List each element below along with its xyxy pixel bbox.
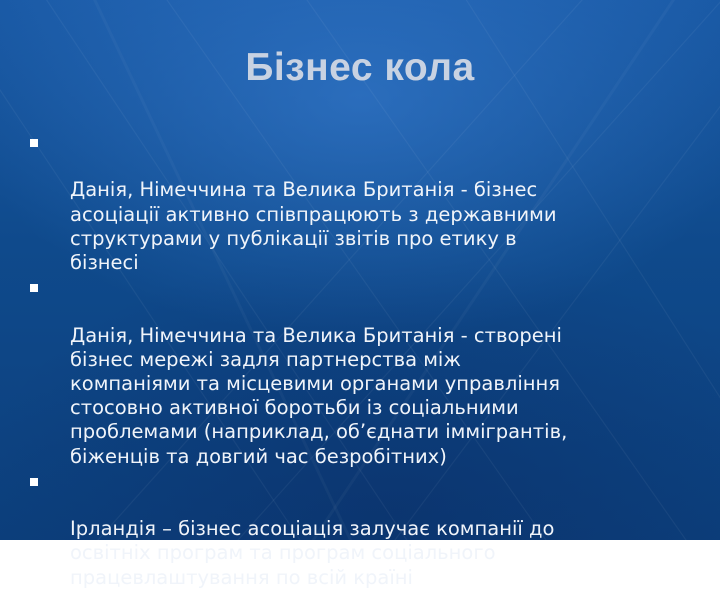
bullet-item: [30, 275, 695, 469]
square-bullet-icon: [30, 284, 38, 292]
bullet-text: Данія, Німеччина та Велика Британія - бізнес асоціації активно співпрацюють з державними структурами у публікації звітів про етику в бізнесі: [70, 178, 557, 275]
bullet-item: [30, 130, 695, 275]
square-bullet-icon: [30, 478, 38, 486]
slide-title: Бізнес кола: [245, 46, 475, 89]
bullet-text: Данія, Німеччина та Велика Британія - створені бізнес мережі задля партнерства між компаніями та місцевими органами управління стосовно активної боротьби із соціальними проблемами (наприклад, об’єднати іммігрантів, біженців та довгий час безробітних): [70, 323, 568, 468]
bullet-item: [30, 469, 695, 590]
bullet-list: [30, 130, 695, 590]
bullet-text: Ірландія – бізнес асоціація залучає компанії до освітніх програм та програм соціального працевлаштування по всій країні: [70, 517, 555, 589]
square-bullet-icon: [30, 139, 38, 147]
